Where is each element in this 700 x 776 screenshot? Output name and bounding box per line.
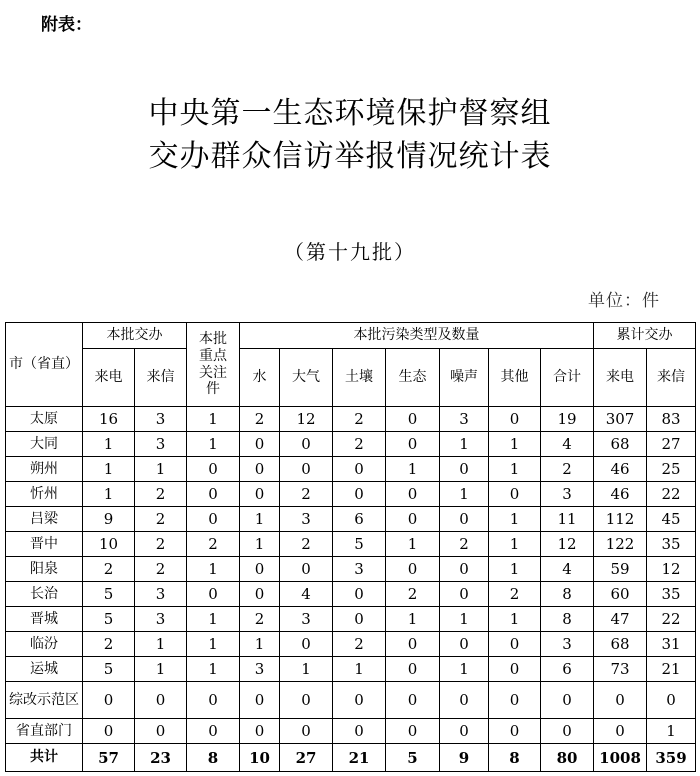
subtotal-cell: 8	[541, 582, 594, 607]
city-cell: 阳泉	[6, 557, 83, 582]
cumulative-phone-cell: 60	[594, 582, 647, 607]
table-row	[6, 457, 696, 482]
header-air: 大气	[280, 349, 333, 407]
soil-cell: 0	[333, 457, 386, 482]
cumulative-phone-cell: 112	[594, 507, 647, 532]
other-cell: 0	[489, 719, 541, 744]
air-cell: 0	[280, 719, 333, 744]
phone-cell: 1	[83, 482, 135, 507]
header-key-concern: 本批重点关注件	[187, 323, 240, 407]
water-cell: 1	[240, 507, 280, 532]
table-row	[6, 632, 696, 657]
air-cell: 0	[280, 632, 333, 657]
attachment-label: 附表：	[41, 15, 92, 35]
soil-cell: 6	[333, 507, 386, 532]
ecology-cell: 1	[386, 607, 440, 632]
other-cell: 0	[489, 632, 541, 657]
key-concern-cell: 1	[187, 432, 240, 457]
water-cell: 0	[240, 582, 280, 607]
table-row	[6, 507, 696, 532]
other-cell: 1	[489, 507, 541, 532]
key-concern-cell: 0	[187, 582, 240, 607]
cumulative-phone-cell: 122	[594, 532, 647, 557]
noise-cell: 2	[440, 532, 489, 557]
cumulative-phone-cell: 68	[594, 432, 647, 457]
soil-cell: 0	[333, 682, 386, 719]
air-cell: 0	[280, 457, 333, 482]
water-cell: 0	[240, 457, 280, 482]
header-batch-assigned: 本批交办	[83, 323, 187, 349]
air-cell: 2	[280, 532, 333, 557]
soil-cell: 3	[333, 557, 386, 582]
table-row	[6, 582, 696, 607]
subtotal-cell: 8	[541, 607, 594, 632]
cumulative-letter-cell: 83	[647, 407, 696, 432]
cumulative-phone-cell: 47	[594, 607, 647, 632]
ecology-cell: 0	[386, 657, 440, 682]
other-cell: 2	[489, 582, 541, 607]
city-cell: 晋中	[6, 532, 83, 557]
key-concern-cell: 0	[187, 457, 240, 482]
city-cell: 晋城	[6, 607, 83, 632]
soil-cell: 21	[333, 744, 386, 772]
cumulative-letter-cell: 1	[647, 719, 696, 744]
cumulative-letter-cell: 27	[647, 432, 696, 457]
soil-cell: 0	[333, 482, 386, 507]
city-cell: 省直部门	[6, 719, 83, 744]
ecology-cell: 0	[386, 482, 440, 507]
ecology-cell: 0	[386, 407, 440, 432]
key-concern-cell: 0	[187, 507, 240, 532]
letter-cell: 23	[135, 744, 187, 772]
city-cell: 吕梁	[6, 507, 83, 532]
air-cell: 1	[280, 657, 333, 682]
air-cell: 2	[280, 482, 333, 507]
header-noise: 噪声	[440, 349, 489, 407]
city-cell: 忻州	[6, 482, 83, 507]
table-row	[6, 719, 696, 744]
cumulative-phone-cell: 68	[594, 632, 647, 657]
ecology-cell: 0	[386, 632, 440, 657]
air-cell: 4	[280, 582, 333, 607]
header-city: 市（省直）	[6, 323, 83, 407]
cumulative-letter-cell: 0	[647, 682, 696, 719]
water-cell: 0	[240, 432, 280, 457]
header-water: 水	[240, 349, 280, 407]
key-concern-cell: 1	[187, 407, 240, 432]
subtotal-cell: 6	[541, 657, 594, 682]
other-cell: 0	[489, 407, 541, 432]
phone-cell: 2	[83, 557, 135, 582]
header-row-1	[6, 323, 696, 349]
phone-cell: 9	[83, 507, 135, 532]
city-cell: 运城	[6, 657, 83, 682]
water-cell: 0	[240, 719, 280, 744]
subtotal-cell: 0	[541, 682, 594, 719]
cumulative-letter-cell: 22	[647, 607, 696, 632]
subtotal-cell: 3	[541, 632, 594, 657]
statistics-table	[5, 322, 696, 772]
ecology-cell: 5	[386, 744, 440, 772]
soil-cell: 2	[333, 632, 386, 657]
city-cell: 共计	[6, 744, 83, 772]
table-row	[6, 432, 696, 457]
ecology-cell: 0	[386, 432, 440, 457]
header-cumulative-phone: 来电	[594, 349, 647, 407]
letter-cell: 3	[135, 607, 187, 632]
ecology-cell: 1	[386, 532, 440, 557]
phone-cell: 10	[83, 532, 135, 557]
city-cell: 临汾	[6, 632, 83, 657]
cumulative-letter-cell: 35	[647, 582, 696, 607]
key-concern-cell: 0	[187, 719, 240, 744]
other-cell: 1	[489, 557, 541, 582]
phone-cell: 57	[83, 744, 135, 772]
city-cell: 朔州	[6, 457, 83, 482]
phone-cell: 5	[83, 607, 135, 632]
key-concern-cell: 1	[187, 557, 240, 582]
table-row	[6, 657, 696, 682]
title-line-2: 交办群众信访举报情况统计表	[148, 139, 552, 174]
ecology-cell: 0	[386, 682, 440, 719]
air-cell: 0	[280, 557, 333, 582]
letter-cell: 2	[135, 532, 187, 557]
header-phone: 来电	[83, 349, 135, 407]
other-cell: 0	[489, 657, 541, 682]
cumulative-letter-cell: 45	[647, 507, 696, 532]
air-cell: 3	[280, 507, 333, 532]
letter-cell: 3	[135, 582, 187, 607]
letter-cell: 1	[135, 657, 187, 682]
ecology-cell: 0	[386, 557, 440, 582]
noise-cell: 0	[440, 632, 489, 657]
key-concern-cell: 1	[187, 657, 240, 682]
title-line-1: 中央第一生态环境保护督察组	[148, 96, 552, 131]
letter-cell: 0	[135, 682, 187, 719]
water-cell: 10	[240, 744, 280, 772]
other-cell: 1	[489, 457, 541, 482]
table-row	[6, 607, 696, 632]
header-cumulative: 累计交办	[594, 323, 696, 349]
phone-cell: 1	[83, 432, 135, 457]
other-cell: 0	[489, 682, 541, 719]
water-cell: 0	[240, 557, 280, 582]
noise-cell: 9	[440, 744, 489, 772]
water-cell: 1	[240, 632, 280, 657]
header-ecology: 生态	[386, 349, 440, 407]
noise-cell: 0	[440, 582, 489, 607]
noise-cell: 0	[440, 507, 489, 532]
letter-cell: 1	[135, 457, 187, 482]
subtotal-cell: 0	[541, 719, 594, 744]
air-cell: 0	[280, 682, 333, 719]
cumulative-letter-cell: 359	[647, 744, 696, 772]
cumulative-phone-cell: 307	[594, 407, 647, 432]
soil-cell: 5	[333, 532, 386, 557]
other-cell: 8	[489, 744, 541, 772]
cumulative-phone-cell: 73	[594, 657, 647, 682]
header-row-2	[6, 349, 696, 407]
cumulative-letter-cell: 25	[647, 457, 696, 482]
letter-cell: 2	[135, 507, 187, 532]
key-concern-cell: 0	[187, 482, 240, 507]
water-cell: 0	[240, 482, 280, 507]
cumulative-phone-cell: 46	[594, 482, 647, 507]
subtotal-cell: 2	[541, 457, 594, 482]
table-row	[6, 557, 696, 582]
ecology-cell: 0	[386, 507, 440, 532]
letter-cell: 2	[135, 482, 187, 507]
header-cumulative-letter: 来信	[647, 349, 696, 407]
other-cell: 0	[489, 482, 541, 507]
subtotal-cell: 19	[541, 407, 594, 432]
noise-cell: 0	[440, 682, 489, 719]
noise-cell: 1	[440, 607, 489, 632]
water-cell: 2	[240, 607, 280, 632]
ecology-cell: 1	[386, 457, 440, 482]
cumulative-phone-cell: 46	[594, 457, 647, 482]
letter-cell: 3	[135, 407, 187, 432]
header-pollution-types: 本批污染类型及数量	[240, 323, 594, 349]
noise-cell: 0	[440, 457, 489, 482]
header-other: 其他	[489, 349, 541, 407]
noise-cell: 3	[440, 407, 489, 432]
ecology-cell: 0	[386, 719, 440, 744]
city-cell: 大同	[6, 432, 83, 457]
key-concern-cell: 2	[187, 532, 240, 557]
cumulative-letter-cell: 22	[647, 482, 696, 507]
letter-cell: 2	[135, 557, 187, 582]
city-cell: 综改示范区	[6, 682, 83, 719]
table-row	[6, 482, 696, 507]
subtotal-cell: 4	[541, 432, 594, 457]
ecology-cell: 2	[386, 582, 440, 607]
other-cell: 1	[489, 432, 541, 457]
total-row	[6, 744, 696, 772]
soil-cell: 1	[333, 657, 386, 682]
city-cell: 长治	[6, 582, 83, 607]
soil-cell: 2	[333, 432, 386, 457]
subtotal-cell: 11	[541, 507, 594, 532]
subtotal-cell: 80	[541, 744, 594, 772]
table-row	[6, 682, 696, 719]
noise-cell: 1	[440, 482, 489, 507]
table-row	[6, 532, 696, 557]
other-cell: 1	[489, 532, 541, 557]
letter-cell: 1	[135, 632, 187, 657]
air-cell: 0	[280, 432, 333, 457]
water-cell: 2	[240, 407, 280, 432]
cumulative-letter-cell: 12	[647, 557, 696, 582]
key-concern-cell: 1	[187, 632, 240, 657]
phone-cell: 5	[83, 582, 135, 607]
header-subtotal: 合计	[541, 349, 594, 407]
letter-cell: 0	[135, 719, 187, 744]
soil-cell: 2	[333, 407, 386, 432]
noise-cell: 0	[440, 557, 489, 582]
unit-label: 单位：件	[588, 291, 660, 311]
soil-cell: 0	[333, 607, 386, 632]
phone-cell: 0	[83, 682, 135, 719]
air-cell: 27	[280, 744, 333, 772]
key-concern-cell: 0	[187, 682, 240, 719]
header-letter: 来信	[135, 349, 187, 407]
subtotal-cell: 3	[541, 482, 594, 507]
phone-cell: 1	[83, 457, 135, 482]
cumulative-phone-cell: 0	[594, 682, 647, 719]
phone-cell: 0	[83, 719, 135, 744]
batch-label: （第十九批）	[284, 240, 416, 264]
water-cell: 1	[240, 532, 280, 557]
city-cell: 太原	[6, 407, 83, 432]
air-cell: 3	[280, 607, 333, 632]
air-cell: 12	[280, 407, 333, 432]
cumulative-phone-cell: 59	[594, 557, 647, 582]
subtotal-cell: 12	[541, 532, 594, 557]
phone-cell: 5	[83, 657, 135, 682]
phone-cell: 16	[83, 407, 135, 432]
cumulative-phone-cell: 1008	[594, 744, 647, 772]
key-concern-cell: 1	[187, 607, 240, 632]
soil-cell: 0	[333, 582, 386, 607]
header-soil: 土壤	[333, 349, 386, 407]
phone-cell: 2	[83, 632, 135, 657]
noise-cell: 1	[440, 432, 489, 457]
other-cell: 1	[489, 607, 541, 632]
noise-cell: 1	[440, 657, 489, 682]
subtotal-cell: 4	[541, 557, 594, 582]
cumulative-letter-cell: 35	[647, 532, 696, 557]
water-cell: 0	[240, 682, 280, 719]
table-row	[6, 407, 696, 432]
water-cell: 3	[240, 657, 280, 682]
cumulative-letter-cell: 31	[647, 632, 696, 657]
cumulative-letter-cell: 21	[647, 657, 696, 682]
letter-cell: 3	[135, 432, 187, 457]
key-concern-cell: 8	[187, 744, 240, 772]
cumulative-phone-cell: 0	[594, 719, 647, 744]
soil-cell: 0	[333, 719, 386, 744]
noise-cell: 0	[440, 719, 489, 744]
